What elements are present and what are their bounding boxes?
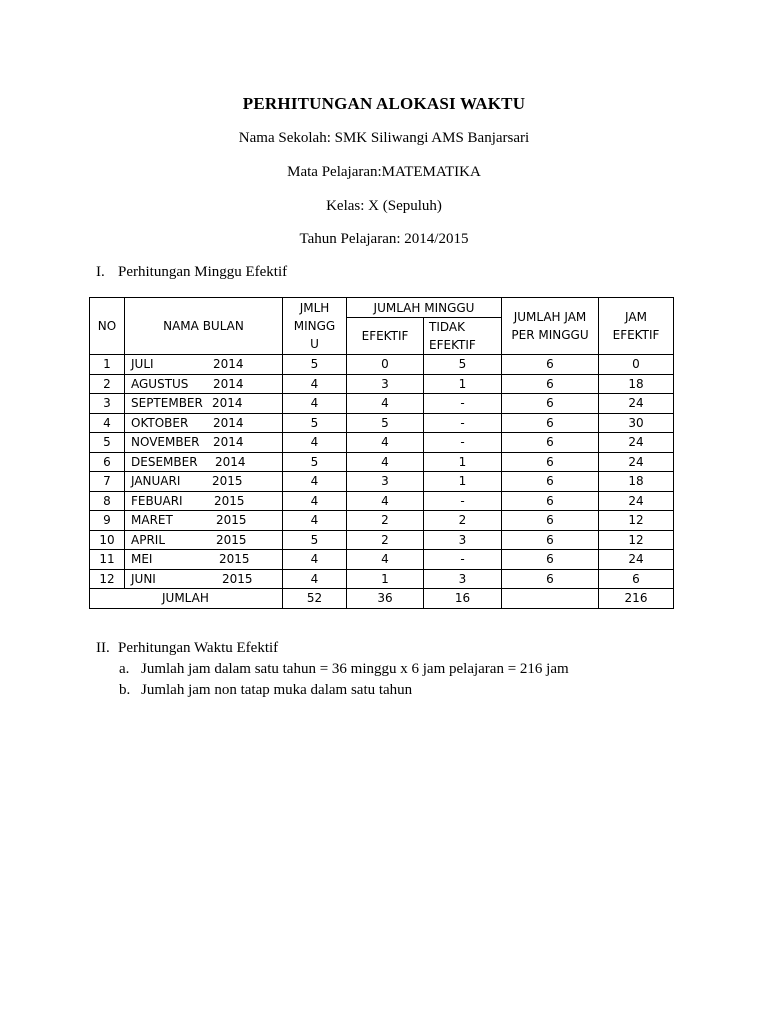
cell-weeks: 4 [283, 550, 347, 570]
cell-effective-hours: 30 [599, 413, 674, 433]
cell-weeks: 4 [283, 374, 347, 394]
school-name: Nama Sekolah: SMK Siliwangi AMS Banjarsari [238, 130, 530, 146]
cell-no: 1 [90, 355, 125, 375]
header-no: NO [90, 298, 125, 355]
cell-effective-hours: 24 [599, 452, 674, 472]
month-year: 2015 [214, 493, 245, 508]
cell-no: 4 [90, 413, 125, 433]
cell-no: 2 [90, 374, 125, 394]
cell-no: 5 [90, 433, 125, 453]
academic-year: Tahun Pelajaran: 2014/2015 [299, 231, 469, 247]
cell-effective: 4 [347, 394, 424, 414]
month-year: 2015 [216, 513, 247, 527]
cell-effective-hours: 12 [599, 530, 674, 550]
month-name: NOVEMBER [131, 435, 200, 450]
cell-effective: 4 [347, 491, 424, 511]
cell-effective: 4 [347, 452, 424, 472]
month-year: 2014 [213, 415, 244, 430]
table-row [90, 550, 674, 570]
cell-not-effective: - [424, 550, 502, 570]
cell-no: 9 [90, 511, 125, 531]
cell-effective-hours: 24 [599, 394, 674, 414]
cell-effective-hours: 24 [599, 550, 674, 570]
cell-not-effective: - [424, 413, 502, 433]
item-text: Jumlah jam non tatap muka dalam satu tahun [141, 682, 413, 698]
cell-not-effective: 1 [424, 374, 502, 394]
cell-weeks: 4 [283, 511, 347, 531]
cell-month [125, 413, 283, 433]
cell-effective: 2 [347, 530, 424, 550]
table-row [90, 530, 674, 550]
table-row [90, 394, 674, 414]
cell-month [125, 530, 283, 550]
cell-not-effective: 5 [424, 355, 502, 375]
cell-weeks: 5 [283, 530, 347, 550]
cell-hours-per-week: 6 [502, 569, 599, 589]
cell-no: 12 [90, 569, 125, 589]
month-year: 2015 [216, 532, 247, 547]
cell-effective: 2 [347, 511, 424, 531]
month-year: 2014 [213, 357, 244, 371]
header-hours-per-week: JUMLAH JAM PER MINGGU [502, 298, 599, 355]
table-row [90, 413, 674, 433]
table-row [90, 374, 674, 394]
cell-effective: 0 [347, 355, 424, 375]
month-year: 2014 [215, 454, 246, 469]
class-name: Kelas: X (Sepuluh) [326, 198, 442, 214]
month-year: 2015 [219, 552, 250, 566]
cell-not-effective: - [424, 491, 502, 511]
month-year: 2014 [212, 396, 243, 410]
cell-no: 8 [90, 491, 125, 511]
cell-hours-per-week: 6 [502, 511, 599, 531]
section-2-item-a [119, 661, 569, 678]
cell-weeks: 4 [283, 491, 347, 511]
month-name: AGUSTUS [131, 376, 189, 391]
month-year: 2015 [222, 571, 253, 586]
month-name: JUNI [131, 571, 156, 586]
cell-hours-per-week: 6 [502, 550, 599, 570]
cell-effective-hours: 18 [599, 472, 674, 492]
section-2-number: II. [96, 640, 110, 656]
header-not-effective: TIDAK EFEKTIF [424, 318, 502, 355]
cell-hours-per-week: 6 [502, 530, 599, 550]
effective-weeks-table [89, 297, 674, 609]
section-2-item-b [119, 682, 412, 699]
cell-not-effective: - [424, 433, 502, 453]
cell-not-effective: - [424, 394, 502, 414]
cell-month [125, 472, 283, 492]
cell-no: 7 [90, 472, 125, 492]
cell-effective-hours: 6 [599, 569, 674, 589]
cell-hours-per-week: 6 [502, 355, 599, 375]
month-name: MEI [131, 552, 153, 567]
cell-effective: 4 [347, 550, 424, 570]
header-month: NAMA BULAN [125, 298, 283, 355]
month-name: APRIL [131, 532, 166, 547]
cell-effective-hours: 24 [599, 433, 674, 453]
header-effective: EFEKTIF [347, 318, 424, 355]
cell-month [125, 569, 283, 589]
item-letter: a. [119, 661, 130, 677]
cell-hours-per-week: 6 [502, 452, 599, 472]
cell-weeks: 5 [283, 355, 347, 375]
cell-effective-hours: 24 [599, 491, 674, 511]
cell-weeks: 5 [283, 452, 347, 472]
cell-month [125, 433, 283, 453]
total-hours-per-week [502, 589, 599, 609]
month-name: JULI [131, 357, 154, 372]
cell-month [125, 394, 283, 414]
section-1-heading [96, 264, 287, 281]
cell-weeks: 4 [283, 472, 347, 492]
month-name: DESEMBER [131, 454, 198, 469]
cell-no: 3 [90, 394, 125, 414]
cell-hours-per-week: 6 [502, 413, 599, 433]
cell-not-effective: 2 [424, 511, 502, 531]
section-2-label: Perhitungan Waktu Efektif [118, 640, 279, 656]
table-row [90, 433, 674, 453]
month-name: FEBUARI [131, 493, 183, 508]
total-not-effective: 16 [424, 589, 502, 609]
cell-month [125, 550, 283, 570]
cell-month [125, 355, 283, 375]
cell-not-effective: 1 [424, 452, 502, 472]
header-effective-hours: JAM EFEKTIF [599, 298, 674, 355]
section-1-label: Perhitungan Minggu Efektif [118, 264, 288, 280]
cell-not-effective: 1 [424, 472, 502, 492]
header-jumlah-minggu: JUMLAH MINGGU [347, 298, 502, 318]
total-label: JUMLAH [90, 589, 283, 609]
section-1-number: I. [96, 264, 105, 280]
month-name: MARET [131, 513, 173, 528]
cell-effective-hours: 0 [599, 355, 674, 375]
cell-weeks: 4 [283, 394, 347, 414]
cell-no: 11 [90, 550, 125, 570]
table-total-row [90, 589, 674, 609]
cell-effective: 5 [347, 413, 424, 433]
total-weeks: 52 [283, 589, 347, 609]
month-year: 2014 [213, 376, 244, 391]
table-row [90, 355, 674, 375]
cell-no: 6 [90, 452, 125, 472]
cell-hours-per-week: 6 [502, 472, 599, 492]
month-year: 2014 [213, 435, 244, 449]
cell-hours-per-week: 6 [502, 374, 599, 394]
section-2-heading [96, 640, 278, 657]
total-effective-hours: 216 [599, 589, 674, 609]
cell-effective-hours: 12 [599, 511, 674, 531]
cell-no: 10 [90, 530, 125, 550]
subject-name: Mata Pelajaran:MATEMATIKA [287, 164, 481, 180]
month-name: JANUARI [131, 474, 181, 489]
total-effective: 36 [347, 589, 424, 609]
item-text: Jumlah jam dalam satu tahun = 36 minggu x 6 jam pelajaran = 216 jam [141, 661, 569, 677]
header-weeks: JMLH MINGG U [283, 298, 347, 355]
cell-month [125, 511, 283, 531]
cell-weeks: 4 [283, 569, 347, 589]
month-year: 2015 [212, 474, 243, 488]
cell-not-effective: 3 [424, 569, 502, 589]
table-row [90, 452, 674, 472]
table-row [90, 511, 674, 531]
cell-effective: 3 [347, 374, 424, 394]
month-name: SEPTEMBER [131, 396, 203, 411]
cell-weeks: 5 [283, 413, 347, 433]
cell-effective: 4 [347, 433, 424, 453]
table-row [90, 472, 674, 492]
cell-hours-per-week: 6 [502, 491, 599, 511]
document-title: PERHITUNGAN ALOKASI WAKTU [242, 94, 526, 113]
month-name: OKTOBER [131, 415, 189, 430]
table-row [90, 491, 674, 511]
cell-effective: 1 [347, 569, 424, 589]
cell-month [125, 452, 283, 472]
table-body [90, 355, 674, 589]
cell-hours-per-week: 6 [502, 433, 599, 453]
table-row [90, 569, 674, 589]
cell-hours-per-week: 6 [502, 394, 599, 414]
cell-month [125, 374, 283, 394]
cell-weeks: 4 [283, 433, 347, 453]
cell-effective-hours: 18 [599, 374, 674, 394]
item-letter: b. [119, 682, 131, 698]
cell-month [125, 491, 283, 511]
cell-not-effective: 3 [424, 530, 502, 550]
cell-effective: 3 [347, 472, 424, 492]
